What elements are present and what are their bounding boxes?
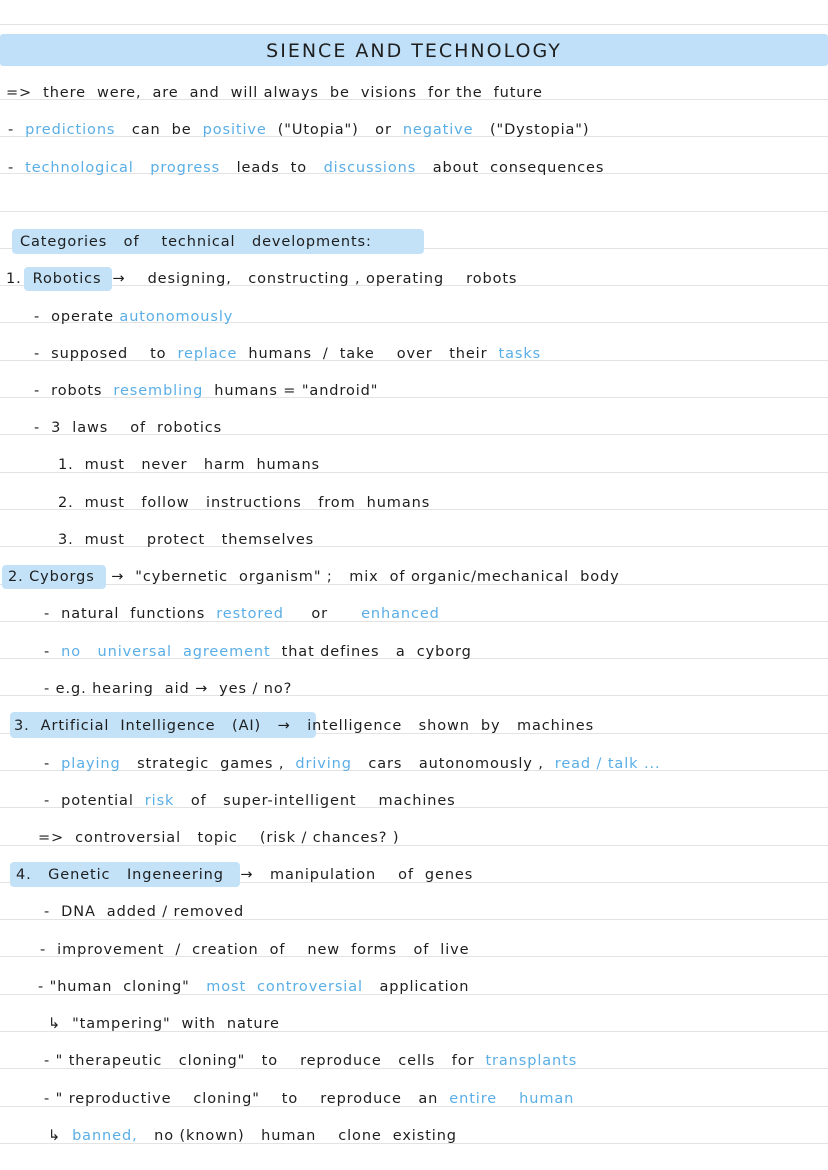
note-text: strategic games , <box>120 756 296 772</box>
note-text: 2. Cyborgs → "cybernetic organism" ; mix of organic/mechanical body <box>8 569 620 585</box>
note-line-predictions <box>8 117 589 143</box>
note-text: ↳ <box>48 1128 73 1144</box>
note-line-android <box>34 378 378 404</box>
note-text: - supposed to <box>34 346 178 362</box>
note-line-robotics <box>6 266 517 292</box>
keyword-highlight-text: positive <box>202 122 267 138</box>
keyword-highlight-text: transplants <box>485 1053 578 1069</box>
note-text: - <box>8 122 26 138</box>
note-line-cyborgs <box>8 564 620 590</box>
note-line-human-cloning <box>38 974 469 1000</box>
note-text: => controversial topic (risk / chances? ) <box>38 830 400 846</box>
keyword-highlight-text: banned, <box>72 1128 138 1144</box>
note-text: humans / take over their <box>237 346 499 362</box>
note-text: about consequences <box>416 160 605 176</box>
keyword-highlight-text: read / talk ... <box>554 756 661 772</box>
note-text <box>134 160 151 176</box>
note-line-law-1 <box>58 452 320 478</box>
note-text: 2. must follow instructions from humans <box>58 495 431 511</box>
keyword-highlight-text: resembling <box>113 383 204 399</box>
note-text: Categories of technical developments: <box>20 234 372 250</box>
keyword-highlight-text: technological <box>25 160 134 176</box>
note-line-playing-games <box>44 751 660 777</box>
keyword-highlight-text: risk <box>144 793 175 809</box>
note-line-tampering <box>48 1011 280 1037</box>
note-text: 4. Genetic Ingeneering → manipulation of genes <box>16 867 474 883</box>
keyword-highlight-text: no universal agreement <box>61 644 271 660</box>
note-text: humans = "android" <box>203 383 379 399</box>
note-text: that defines a cyborg <box>270 644 472 660</box>
note-text: - improvement / creation of new forms of live <box>40 942 470 958</box>
note-text: - <box>44 644 62 660</box>
note-line-controversial-topic <box>38 825 399 851</box>
note-line-law-3 <box>58 527 314 553</box>
note-text: - operate <box>34 309 120 325</box>
note-line-banned <box>48 1123 457 1149</box>
note-text: 3. Artificial Intelligence (AI) → intelligence shown by machines <box>14 718 595 734</box>
note-line-ai <box>14 713 594 739</box>
note-text: leads to <box>220 160 324 176</box>
note-line-dna <box>44 899 244 925</box>
page-title: SIENCE AND TECHNOLOGY <box>266 40 562 62</box>
note-line-law-2 <box>58 490 430 516</box>
note-text: of super-intelligent machines <box>174 793 456 809</box>
keyword-highlight-text: tasks <box>498 346 542 362</box>
note-text: => there were, are and will always be visions for the future <box>6 85 543 101</box>
note-text: can be <box>115 122 203 138</box>
note-text <box>497 1091 519 1107</box>
note-line-natural-functions <box>44 601 440 627</box>
note-line-categories-heading <box>20 229 372 255</box>
note-text: - <box>8 160 26 176</box>
note-text: - natural functions <box>44 606 217 622</box>
note-text: - robots <box>34 383 114 399</box>
note-text: - <box>44 756 62 772</box>
note-line-operate-autonomously <box>34 304 233 330</box>
note-text: - potential <box>44 793 145 809</box>
keyword-highlight-text: autonomously <box>119 309 234 325</box>
keyword-highlight-text: predictions <box>25 122 116 138</box>
note-line-therapeutic-cloning <box>44 1048 577 1074</box>
keyword-highlight-text: most controversial <box>206 979 363 995</box>
keyword-highlight-text: enhanced <box>361 606 440 622</box>
note-text: 1. must never harm humans <box>58 457 320 473</box>
note-text: - " reproductive cloning" to reproduce an <box>44 1091 450 1107</box>
note-text: ("Dystopia") <box>473 122 590 138</box>
note-text: or <box>283 606 362 622</box>
note-line-hearing-aid <box>44 676 292 702</box>
note-text: 1. Robotics → designing, constructing , operating robots <box>6 271 518 287</box>
note-line-potential-risk <box>44 788 456 814</box>
note-text: - " therapeutic cloning" to reproduce cells for <box>44 1053 486 1069</box>
keyword-highlight-text: discussions <box>323 160 417 176</box>
note-text: ↳ "tampering" with nature <box>48 1016 280 1032</box>
note-text: - 3 laws of robotics <box>34 420 223 436</box>
keyword-highlight-text: restored <box>216 606 284 622</box>
note-line-progress <box>8 155 604 181</box>
note-text: cars autonomously , <box>351 756 555 772</box>
keyword-highlight-text: entire <box>449 1091 498 1107</box>
note-text: 3. must protect themselves <box>58 532 315 548</box>
note-line-laws-of-robotics <box>34 415 222 441</box>
note-line-no-agreement <box>44 639 472 665</box>
keyword-highlight-text: progress <box>150 160 221 176</box>
note-line-visions <box>6 80 543 106</box>
note-text: no (known) human clone existing <box>137 1128 457 1144</box>
keyword-highlight-text: playing <box>61 756 121 772</box>
keyword-highlight-text: driving <box>295 756 352 772</box>
note-text: - DNA added / removed <box>44 904 245 920</box>
note-text: application <box>362 979 470 995</box>
ruled-line <box>0 211 828 212</box>
keyword-highlight-text: negative <box>402 122 474 138</box>
keyword-highlight-text: replace <box>177 346 238 362</box>
note-line-replace-humans <box>34 341 541 367</box>
note-text: ("Utopia") or <box>266 122 403 138</box>
note-text: - e.g. hearing aid → yes / no? <box>44 681 293 697</box>
note-line-reproductive-cloning <box>44 1086 574 1112</box>
note-line-genetic-engineering <box>16 862 473 888</box>
note-text: - "human cloning" <box>38 979 207 995</box>
note-line-improvement <box>40 937 469 963</box>
keyword-highlight-text: human <box>519 1091 575 1107</box>
ruled-line <box>0 24 828 25</box>
